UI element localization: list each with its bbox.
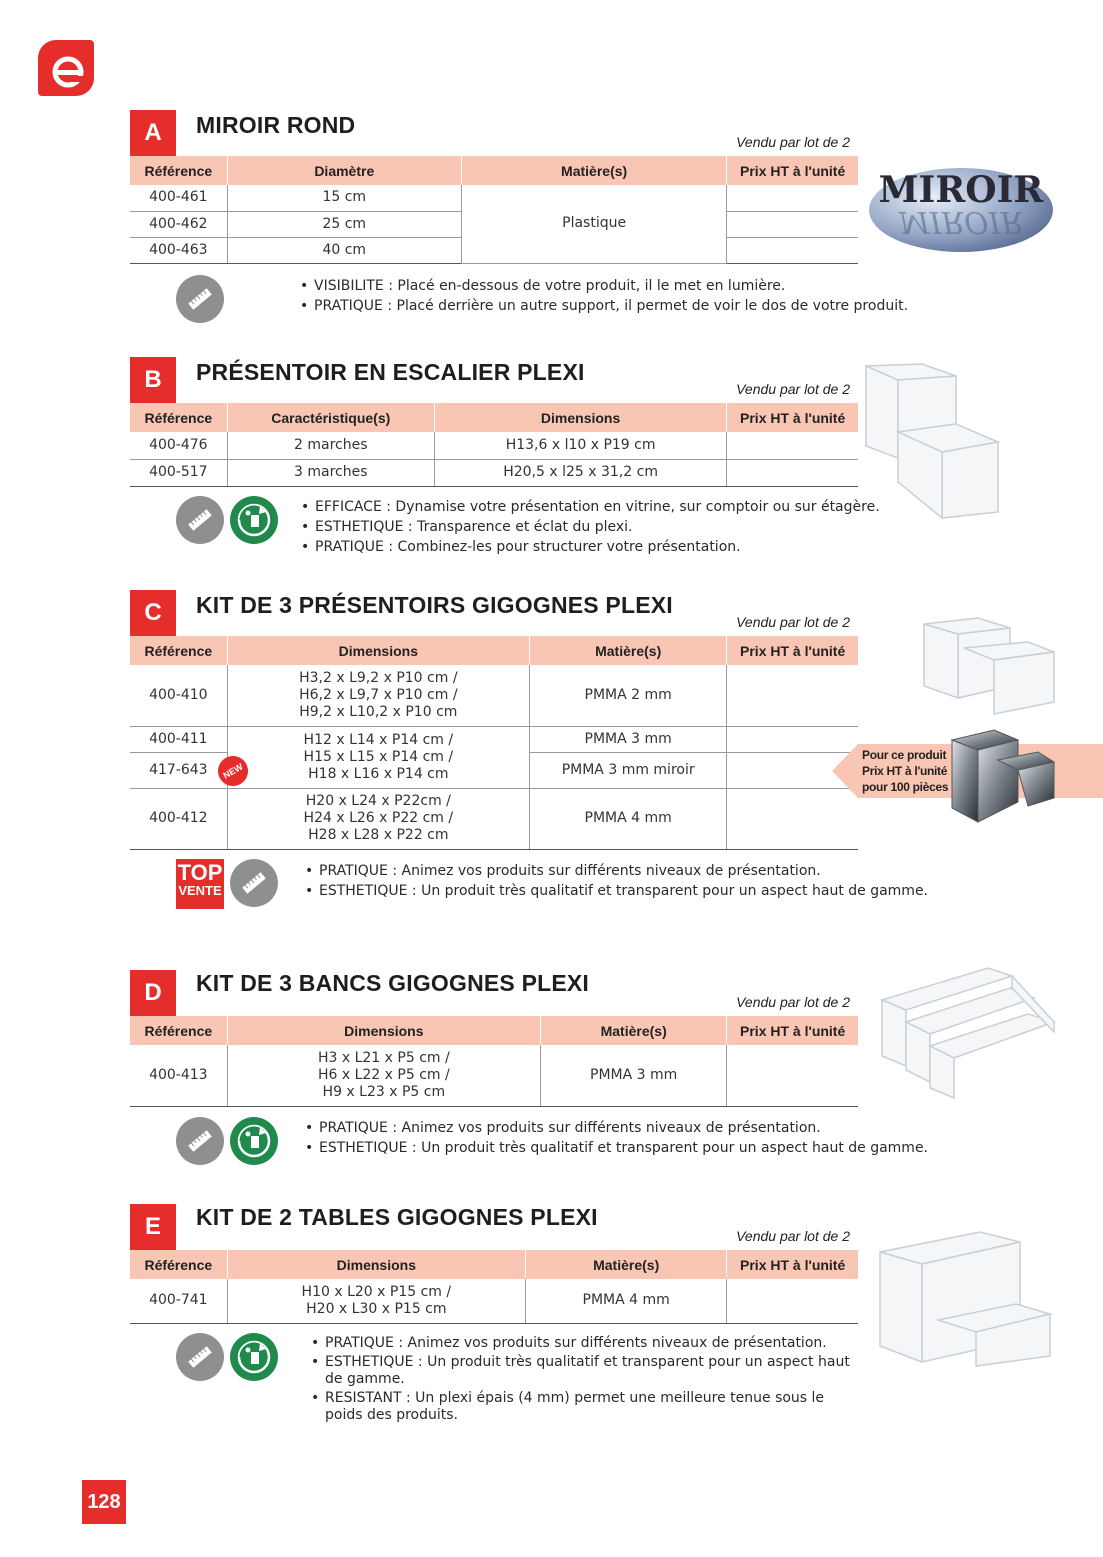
list-item: • ESTHETIQUE : Transparence et éclat du plexi.: [299, 517, 880, 537]
lot-note: Vendu par lot de 2: [736, 381, 850, 397]
feature-badges: [176, 496, 278, 544]
lot-note: Vendu par lot de 2: [736, 134, 850, 150]
dimensions-cell: H13,6 x l10 x P19 cm: [434, 432, 726, 459]
column-header: Référence: [130, 1250, 227, 1279]
product-table: [130, 156, 858, 264]
product-table: [130, 1016, 858, 1107]
table-row: [130, 665, 858, 726]
top-vente-badge: TOP VENTE: [176, 859, 224, 909]
feature-badges: [176, 275, 224, 323]
reference-cell: 400-412: [130, 788, 227, 849]
price-cell: [727, 432, 858, 459]
material-cell: Plastique: [461, 185, 726, 263]
column-header: Prix HT à l'unité: [727, 1016, 858, 1045]
reference-cell: 400-462: [130, 211, 227, 237]
diameter-cell: 25 cm: [227, 211, 461, 237]
list-item: • PRATIQUE : Combinez-les pour structurer votre présentation.: [299, 537, 880, 557]
reference-cell: 400-463: [130, 237, 227, 263]
section-letter: E: [130, 1204, 176, 1250]
section-letter: D: [130, 970, 176, 1016]
table-header: [130, 636, 858, 665]
ruler-icon: [230, 859, 278, 907]
column-header: Prix HT à l'unité: [727, 156, 858, 185]
table-row: [130, 726, 858, 752]
column-header: Matière(s): [530, 636, 727, 665]
material-cell: PMMA 2 mm: [530, 665, 727, 726]
ruler-icon: [176, 275, 224, 323]
diameter-cell: 15 cm: [227, 185, 461, 211]
feature-list: [299, 497, 880, 557]
table-header: [130, 1016, 858, 1045]
reference-cell: 400-413: [130, 1045, 227, 1106]
column-header: Prix HT à l'unité: [727, 1250, 858, 1279]
mirror-product-image: [866, 160, 1056, 256]
tables-product-image: [876, 1228, 1056, 1368]
dimensions-cell: H20 x L24 x P22cm / H24 x L26 x P22 cm / H28 x L28 x P22 cm: [227, 788, 529, 849]
list-item: • VISIBILITE : Placé en-dessous de votre produit, il le met en lumière.: [298, 276, 908, 296]
section-title: KIT DE 2 TABLES GIGOGNES PLEXI: [196, 1204, 598, 1230]
feature-badges: [176, 1333, 278, 1381]
reference-cell: 400-476: [130, 432, 227, 459]
reference-cell: 400-411: [130, 726, 227, 752]
new-badge: NEW: [213, 751, 254, 792]
feature-list: [303, 861, 928, 901]
section-e: [130, 1204, 860, 1330]
feature-badges: [176, 1117, 278, 1165]
section-b: [130, 357, 860, 480]
dimensions-cell: H3 x L21 x P5 cm / H6 x L22 x P5 cm / H9 x L23 x P5 cm: [227, 1045, 540, 1106]
table-row: [130, 1279, 858, 1323]
table-header: [130, 1250, 858, 1279]
list-item: • RESISTANT : Un plexi épais (4 mm) permet une meilleure tenue sous le poids des produits.: [309, 1390, 854, 1424]
column-header: Prix HT à l'unité: [727, 403, 858, 432]
dimensions-cell: H3,2 x L9,2 x P10 cm / H6,2 x L9,7 x P10 cm / H9,2 x L10,2 x P10 cm: [227, 665, 529, 726]
section-c: [130, 590, 860, 852]
product-table: [130, 636, 858, 850]
product-table: [130, 403, 858, 487]
feature-list: [303, 1118, 928, 1158]
section-d: [130, 970, 860, 1110]
recycle-icon: [230, 1117, 278, 1165]
list-item: • PRATIQUE : Animez vos produits sur différents niveaux de présentation.: [303, 1118, 928, 1138]
dimensions-cell: H10 x L20 x P15 cm / H20 x L30 x P15 cm: [227, 1279, 525, 1323]
column-header: Référence: [130, 1016, 227, 1045]
feature-list: [298, 276, 908, 316]
feature-cell: 3 marches: [227, 459, 434, 486]
table-row: [130, 788, 858, 849]
price-cell: [727, 211, 858, 237]
benches-product-image: [878, 964, 1058, 1100]
ruler-icon: [176, 1333, 224, 1381]
table-row: [130, 459, 858, 486]
price-cell: [727, 1045, 858, 1106]
material-cell: PMMA 4 mm: [526, 1279, 727, 1323]
list-item: • ESTHETIQUE : Un produit très qualitatif et transparent pour un aspect haut de gamme.: [303, 1138, 928, 1158]
reference-cell: 400-517: [130, 459, 227, 486]
table-header: [130, 156, 858, 185]
table-header: [130, 403, 858, 432]
lot-note: Vendu par lot de 2: [736, 994, 850, 1010]
column-header: Matière(s): [541, 1016, 727, 1045]
e-logo-icon: [38, 40, 94, 96]
recycle-icon: [230, 496, 278, 544]
list-item: • PRATIQUE : Animez vos produits sur différents niveaux de présentation.: [309, 1335, 854, 1352]
callout-text: Pour ce produit Prix HT à l'unité pour 100 pièces: [862, 748, 949, 794]
table-row: [130, 185, 858, 211]
list-item: • EFFICACE : Dynamise votre présentation en vitrine, sur comptoir ou sur étagère.: [299, 497, 880, 517]
column-header: Dimensions: [227, 1016, 540, 1045]
lot-note: Vendu par lot de 2: [736, 1228, 850, 1244]
reference-cell: 400-741: [130, 1279, 227, 1323]
table-row: [130, 1045, 858, 1106]
mirror-reflection: MIROIR: [898, 204, 1024, 239]
ruler-icon: [176, 1117, 224, 1165]
page-number: 128: [82, 1480, 126, 1524]
column-header: Référence: [130, 636, 227, 665]
ruler-icon: [176, 496, 224, 544]
list-item: • ESTHETIQUE : Un produit très qualitatif et transparent pour un aspect haut de gamme.: [309, 1354, 854, 1388]
nesting-mirror-product-image: [948, 726, 1058, 826]
brand-logo: [38, 40, 94, 96]
reference-cell: 417-643: [130, 752, 227, 788]
dimensions-cell: H12 x L14 x P14 cm / H15 x L15 x P14 cm / H18 x L16 x P14 cm: [227, 726, 529, 788]
product-table: [130, 1250, 858, 1324]
price-cell: [727, 665, 858, 726]
section-letter: B: [130, 357, 176, 403]
price-cell: [727, 1279, 858, 1323]
dimensions-cell: H20,5 x l25 x 31,2 cm: [434, 459, 726, 486]
section-title: PRÉSENTOIR EN ESCALIER PLEXI: [196, 359, 585, 385]
section-letter: C: [130, 590, 176, 636]
column-header: Référence: [130, 403, 227, 432]
column-header: Dimensions: [227, 636, 529, 665]
diameter-cell: 40 cm: [227, 237, 461, 263]
material-cell: PMMA 3 mm miroir: [530, 752, 727, 788]
material-cell: PMMA 4 mm: [530, 788, 727, 849]
column-header: Prix HT à l'unité: [727, 636, 858, 665]
column-header: Dimensions: [227, 1250, 525, 1279]
price-cell: [727, 185, 858, 211]
column-header: Matière(s): [461, 156, 726, 185]
mirror-word: MIROIR: [878, 169, 1044, 211]
lot-note: Vendu par lot de 2: [736, 614, 850, 630]
column-header: Dimensions: [434, 403, 726, 432]
section-title: MIROIR ROND: [196, 112, 356, 138]
price-cell: [727, 459, 858, 486]
material-cell: PMMA 3 mm: [541, 1045, 727, 1106]
reference-cell: 400-410: [130, 665, 227, 726]
column-header: Matière(s): [526, 1250, 727, 1279]
recycle-icon: [230, 1333, 278, 1381]
section-title: KIT DE 3 BANCS GIGOGNES PLEXI: [196, 970, 590, 996]
table-row: [130, 432, 858, 459]
material-cell: PMMA 3 mm: [530, 726, 727, 752]
list-item: • PRATIQUE : Placé derrière un autre support, il permet de voir le dos de votre produit.: [298, 296, 908, 316]
stair-product-image: [862, 362, 1002, 520]
feature-badges: [176, 859, 278, 909]
column-header: Diamètre: [227, 156, 461, 185]
feature-cell: 2 marches: [227, 432, 434, 459]
list-item: • ESTHETIQUE : Un produit très qualitatif et transparent pour un aspect haut de gamme.: [303, 881, 928, 901]
column-header: Référence: [130, 156, 227, 185]
section-title: KIT DE 3 PRÉSENTOIRS GIGOGNES PLEXI: [196, 592, 673, 618]
feature-list: [309, 1335, 854, 1424]
nesting-clear-product-image: [918, 614, 1058, 720]
reference-cell: 400-461: [130, 185, 227, 211]
section-letter: A: [130, 110, 176, 156]
column-header: Caractéristique(s): [227, 403, 434, 432]
price-cell: [727, 237, 858, 263]
list-item: • PRATIQUE : Animez vos produits sur différents niveaux de présentation.: [303, 861, 928, 881]
